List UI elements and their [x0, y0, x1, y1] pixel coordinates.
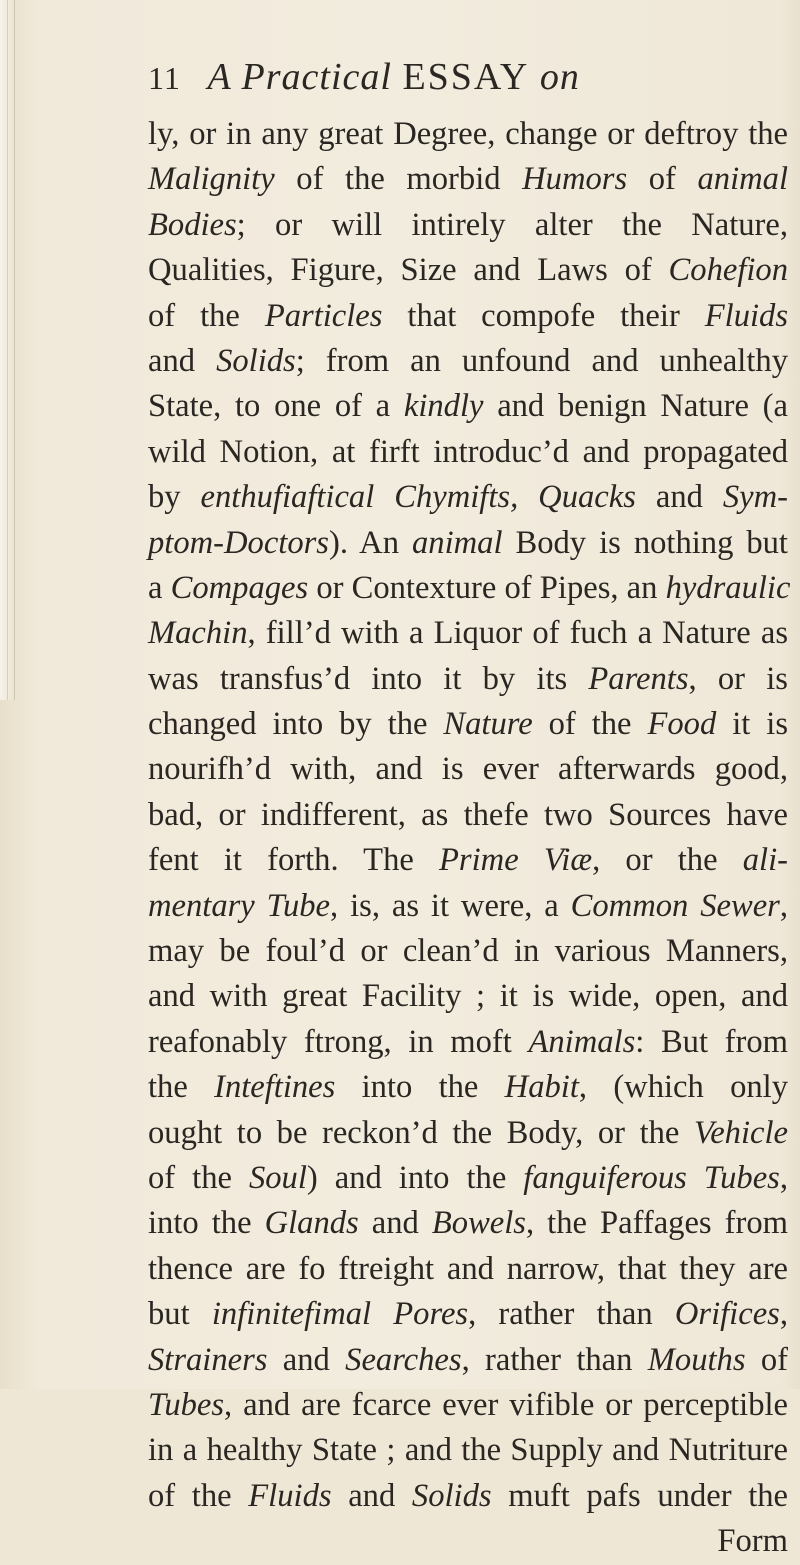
- italic-run: Fluids: [704, 297, 789, 334]
- text-run: ,: [779, 1296, 788, 1333]
- text-run: , rather than: [461, 1341, 648, 1378]
- running-title-italic: A Practical: [207, 56, 392, 98]
- text-line: [148, 112, 788, 157]
- text-run: , or the: [592, 842, 743, 879]
- italic-run: Prime Viæ: [439, 842, 593, 879]
- text-run: of the: [148, 297, 265, 334]
- text-line: [148, 248, 788, 293]
- text-run: Body is nothing but: [502, 524, 788, 561]
- running-header: [148, 50, 708, 104]
- text-line: [148, 1292, 788, 1337]
- italic-run: Vehicle: [693, 1114, 788, 1151]
- italic-run: Solids: [216, 342, 296, 379]
- text-run: thence are fo ftreight and narrow, that they are: [148, 1250, 788, 1287]
- page-gutter: [0, 0, 15, 700]
- italic-run: Sym-: [722, 479, 788, 516]
- text-run: in a healthy State ; and the Supply and Nutriture: [148, 1432, 788, 1469]
- italic-run: animal: [697, 161, 788, 198]
- italic-run: Nature: [443, 706, 533, 743]
- text-run: and: [267, 1341, 346, 1378]
- text-run: Qualities, Figure, Size and Laws of: [148, 252, 669, 289]
- text-run: ought to be reckon’d the Body, or the: [148, 1114, 694, 1151]
- text-run: , or is: [688, 660, 788, 697]
- text-run: but: [148, 1296, 212, 1333]
- text-run: , is, as it were, a: [330, 887, 571, 924]
- italic-run: Machin: [148, 615, 248, 652]
- text-line: [148, 475, 788, 520]
- running-title: [208, 50, 580, 104]
- text-line: [148, 1201, 788, 1246]
- italic-run: Common Sewer: [570, 887, 780, 924]
- italic-run: Searches: [345, 1341, 462, 1378]
- text-run: ly, or in any great Degree, change or deftroy the: [148, 116, 788, 152]
- text-line: [148, 1474, 788, 1519]
- italic-run: Bodies: [148, 206, 237, 243]
- text-run: bad, or indifferent, as thefe two Sources have: [148, 796, 788, 833]
- text-run: reafonably ftrong, in moft: [148, 1023, 529, 1060]
- text-line: [148, 747, 788, 792]
- italic-run: Animals: [528, 1023, 636, 1060]
- text-run: into the: [335, 1069, 505, 1106]
- text-line: [148, 1247, 788, 1292]
- text-run: ). An: [328, 524, 412, 561]
- text-run: of the: [532, 706, 648, 743]
- text-run: or Contexture of Pipes, an: [308, 569, 666, 606]
- italic-run: Habit: [504, 1069, 579, 1106]
- text-line: [148, 566, 791, 611]
- italic-run: infinitefimal Pores: [211, 1296, 469, 1333]
- italic-run: Bowels: [431, 1205, 526, 1242]
- page-number: 11: [148, 60, 181, 96]
- text-line: [148, 1338, 788, 1383]
- text-run: ,: [779, 1159, 788, 1196]
- italic-run: mentary Tube: [148, 887, 331, 924]
- italic-run: Glands: [264, 1205, 359, 1242]
- text-run: of the: [148, 1159, 249, 1196]
- text-line: [148, 157, 788, 202]
- text-line: [148, 793, 788, 838]
- text-line: [148, 702, 788, 747]
- text-run: ) and into the: [306, 1159, 524, 1196]
- text-run: it is: [716, 706, 788, 743]
- italic-run: Strainers: [148, 1341, 268, 1378]
- italic-run: Compages: [170, 569, 309, 606]
- text-line: [148, 611, 788, 656]
- italic-run: ali-: [742, 842, 788, 879]
- italic-run: Inteftines: [214, 1069, 336, 1106]
- text-line: [148, 929, 788, 974]
- italic-run: Particles: [264, 297, 383, 334]
- text-run: of the: [148, 1477, 249, 1514]
- text-run: by: [148, 479, 201, 516]
- text-line: [148, 1111, 788, 1156]
- text-run: : But from: [635, 1023, 788, 1060]
- catchword: Form: [717, 1523, 788, 1560]
- italic-run: Cohefion: [668, 252, 788, 289]
- italic-run: Malignity: [148, 161, 275, 198]
- text-line: [148, 339, 788, 384]
- text-run: that compofe their: [382, 297, 705, 334]
- text-run: into the: [148, 1205, 265, 1242]
- text-run: State, to one of a: [148, 388, 404, 425]
- text-line: [148, 974, 788, 1019]
- text-line: [148, 657, 788, 702]
- italic-run: fanguiferous Tubes: [523, 1159, 780, 1196]
- text-run: and with great Facility ; it is wide, open, and: [148, 978, 788, 1015]
- text-run: , rather than: [468, 1296, 675, 1333]
- text-run: and: [635, 479, 723, 516]
- text-line: [148, 294, 788, 339]
- text-run: fent it forth. The: [148, 842, 440, 879]
- text-line: [148, 430, 788, 475]
- text-run: and: [331, 1477, 412, 1514]
- text-run: the: [148, 1069, 215, 1106]
- text-run: , the Paffages from: [525, 1205, 788, 1242]
- italic-run: hydraulic: [665, 569, 791, 606]
- running-title-tail: on: [539, 56, 580, 98]
- italic-run: kindly: [403, 388, 484, 425]
- text-line: [148, 1383, 788, 1428]
- running-title-caps: ESSAY: [402, 56, 530, 98]
- text-run: nourifh’d with, and is ever afterwards good,: [148, 751, 788, 788]
- text-run: a: [148, 569, 171, 606]
- text-run: changed into by the: [148, 706, 444, 743]
- text-line: [148, 1020, 788, 1065]
- italic-run: Food: [647, 706, 717, 743]
- text-run: , fill’d with a Liquor of fuch a Nature as: [247, 615, 788, 652]
- text-run: and benign Nature (a: [483, 388, 788, 425]
- text-run: , (which only: [578, 1069, 788, 1106]
- text-run: wild Notion, at firft introduc’d and propagated: [148, 433, 788, 470]
- text-run: muft pafs under the: [491, 1477, 789, 1514]
- text-line: [148, 1065, 788, 1110]
- text-run: ,: [779, 887, 788, 924]
- text-run: of: [745, 1341, 788, 1378]
- text-line: [148, 1156, 788, 1201]
- text-run: and: [358, 1205, 432, 1242]
- italic-run: Orifices: [674, 1296, 780, 1333]
- body-paragraph: [148, 112, 791, 1565]
- italic-run: Fluids: [248, 1477, 332, 1514]
- text-line: [148, 203, 788, 248]
- text-run: , and are fcarce ever vifible or perceptible: [224, 1386, 788, 1423]
- italic-run: animal: [412, 524, 503, 561]
- italic-run: Tubes: [148, 1386, 225, 1423]
- text-line: [148, 838, 788, 883]
- text-run: ; from an unfound and unhealthy: [295, 342, 788, 379]
- italic-run: ptom-Doctors: [148, 524, 329, 561]
- text-line: [148, 384, 788, 429]
- text-run: of the morbid: [274, 161, 523, 198]
- italic-run: Humors: [522, 161, 628, 198]
- text-line: [148, 1428, 788, 1473]
- italic-run: Soul: [248, 1159, 307, 1196]
- text-run: was transfus’d into it by its: [148, 660, 589, 697]
- italic-run: enthufiaftical Chymifts, Quacks: [200, 479, 636, 516]
- italic-run: Solids: [411, 1477, 492, 1514]
- gutter-line: [7, 0, 8, 700]
- text-run: and: [148, 342, 217, 379]
- text-line: [148, 521, 788, 566]
- text-line: [148, 884, 788, 929]
- text-run: of: [627, 161, 698, 198]
- text-run: ; or will intirely alter the Nature,: [236, 206, 788, 243]
- italic-run: Mouths: [647, 1341, 746, 1378]
- italic-run: Parents: [588, 660, 689, 697]
- text-run: may be foul’d or clean’d in various Manners,: [148, 933, 788, 970]
